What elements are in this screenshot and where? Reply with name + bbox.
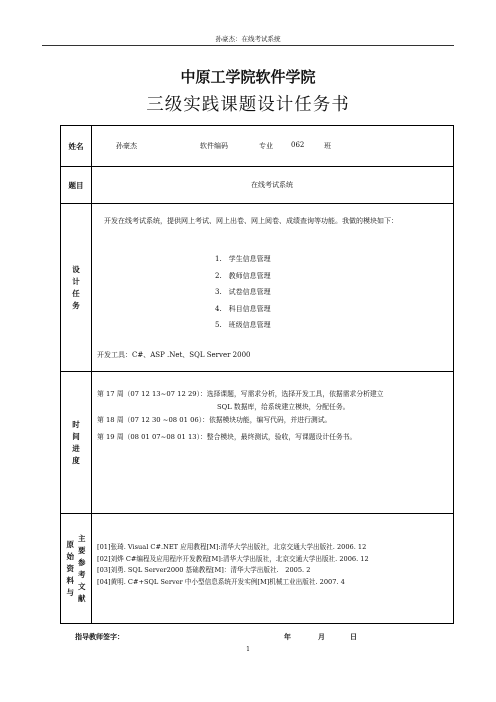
school-name: 中原工学院软件学院 [180,68,316,86]
ref-label-char: 文 [78,581,86,591]
ref-label-char: 要 [78,545,86,555]
class-number: 062 [291,141,305,149]
module-item: 1. 学生信息管理 [215,255,271,263]
dev-tools: 开发工具：C#、ASP .Net、SQL Server 2000 [97,351,251,359]
reference-item: [03]刘勇. SQL Server2000 基础教程[M]：清华大学出版社. 2005. 2 [97,566,311,574]
reference-item: [02]刘烨 C#编程及应用程序开发教程[M]:清华大学出版社，北京交通大学出版社. 2006. 12 [97,554,369,563]
reference-item: [01]张琦. Visual C#.NET 应用教程[M]:清华大学出版社，北京交通大学出版社. 2006. 12 [97,543,367,551]
name-label: 姓名 [68,141,84,151]
student-name: 孙豪杰 [116,142,137,150]
row-name [61,126,453,167]
design-intro: 开发在线考试系统，提供网上考试、网上出卷、网上阅卷、成绩查询等功能。我做的模块如下： [104,217,398,225]
module-item: 5. 班级信息管理 [215,321,271,330]
schedule-label-char: 时 [72,419,80,429]
row-references [61,514,453,623]
page-header: 孙豪杰：在线考试系统 [215,35,281,43]
ref-label-char: 资 [66,563,74,573]
module-item: 3. 试卷信息管理 [215,288,271,297]
ref-label-char: 参 [78,557,86,567]
schedule-label-char: 进 [72,443,80,453]
design-label-char: 计 [72,276,80,286]
row-topic [61,167,453,204]
reference-list [97,542,369,588]
schedule-week-17-cont: SQL 数据库，给系统建立模块，分配任务。 [217,403,350,411]
schedule-label-char: 度 [72,455,80,465]
task-table [60,125,454,624]
reference-item: [04]黄明. C#+SQL Server 中小型信息系统开发实例[M]机械工业出版社. 2007. 4 [97,577,345,586]
design-label-char: 任 [72,288,80,298]
signature-year-label: 年 [284,633,291,641]
header-rule [42,45,454,46]
module-list [215,251,271,334]
design-label-char: 设 [72,264,80,274]
supervisor-signature-label: 指导教师签字： [75,633,124,641]
ref-label-char: 考 [78,569,86,579]
signature-day-label: 日 [350,633,357,641]
specialty-label: 专业 [259,142,273,150]
row-design-task [61,204,453,372]
ref-label-char: 原 [66,539,74,549]
row-schedule [61,372,453,514]
module-item: 4. 科目信息管理 [215,304,271,313]
ref-label-char: 料 [66,575,74,585]
references-label [61,514,91,623]
topic-value: 在线考试系统 [251,181,293,189]
topic-label: 题目 [68,180,84,190]
ref-label-char: 主 [78,533,86,543]
ref-label-char: 与 [66,587,74,597]
schedule-label [61,372,91,513]
module-item: 2. 教师信息管理 [215,271,271,280]
design-task-label [61,204,91,371]
class-label: 班 [324,142,331,150]
schedule-week-17: 第 17 周（07 12 13~07 12 29）：选择课题，写需求分析，选择开发工具，依据需求分析建立 [97,390,384,398]
design-label-char: 务 [72,300,80,310]
schedule-label-char: 间 [72,431,80,441]
page-number: 1 [246,646,250,653]
schedule-week-19: 第 19 周（08 01 07~08 01 13）：整合模块，最终测试，验收，写课题设计任务书。 [97,433,357,441]
schedule-week-18: 第 18 周（07 12 30 ~08 01 06）：依据模块功能，编写代码，并进行测试。 [97,416,332,424]
document-title: 三级实践课题设计任务书 [146,95,350,115]
ref-label-char: 始 [66,551,74,561]
major-label: 软件编码 [200,142,228,150]
signature-month-label: 月 [318,633,325,641]
ref-label-char: 献 [78,593,86,603]
